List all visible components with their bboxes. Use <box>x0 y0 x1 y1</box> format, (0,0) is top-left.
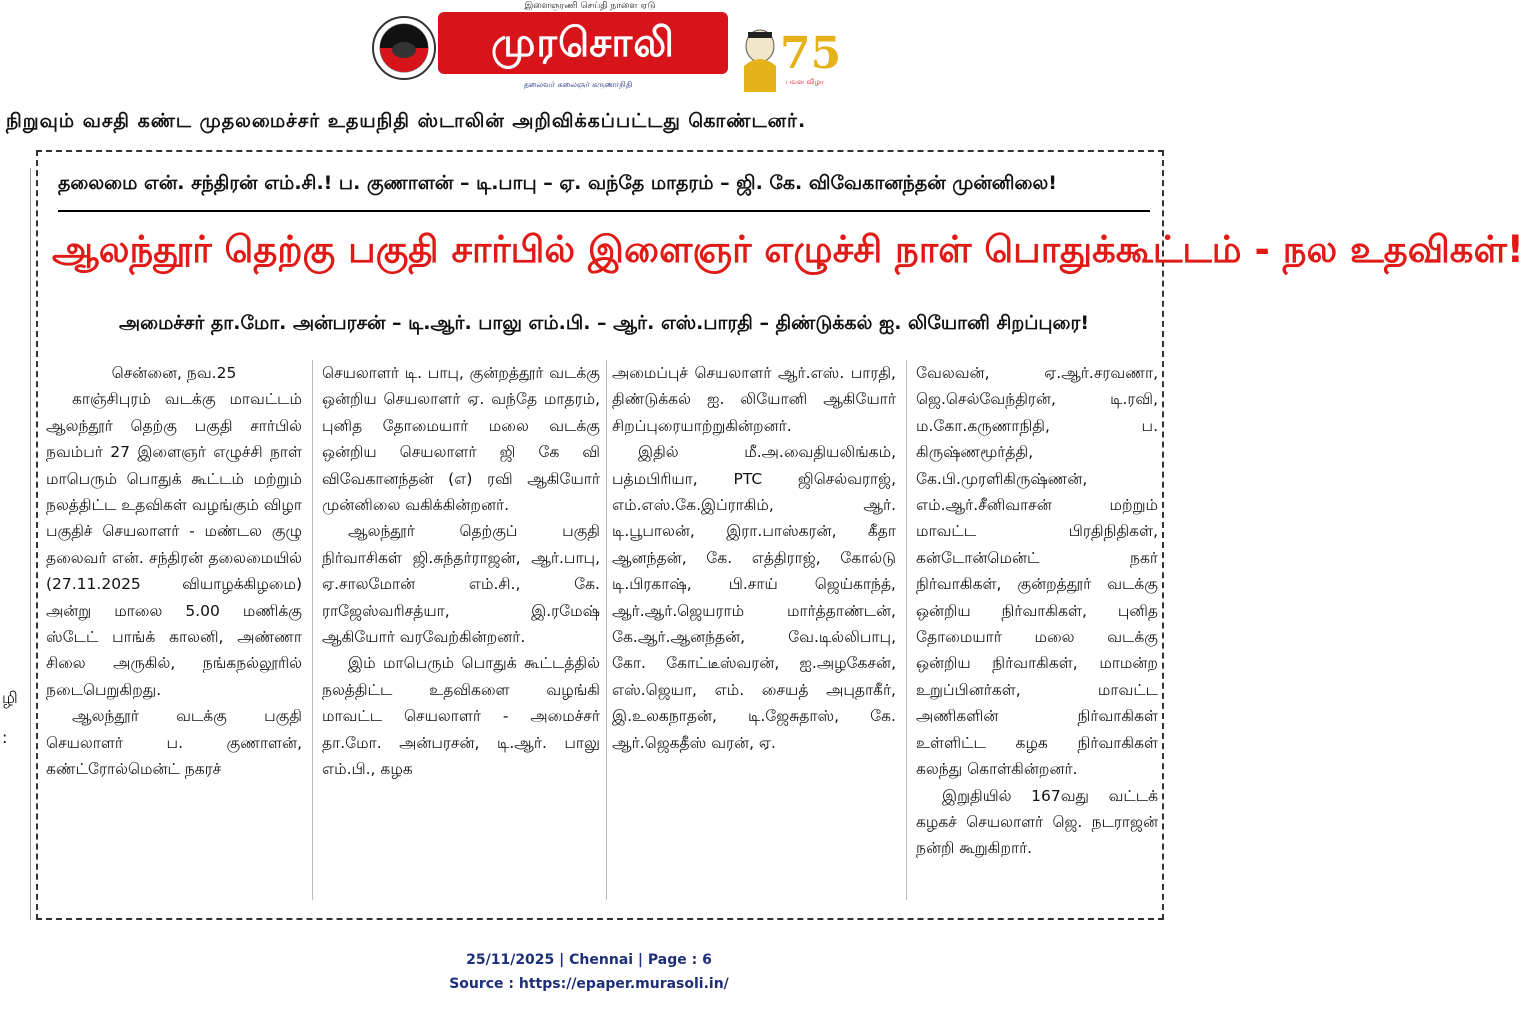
paragraph: அமைப்புச் செயலாளர் ஆர்.எஸ். பாரதி, திண்டுக்கல் ஐ. லியோனி ஆகியோர் சிறப்புரையாற்றுகின்றனர். <box>612 364 896 435</box>
source-link[interactable]: Source : https://epaper.murasoli.in/ <box>449 976 729 992</box>
divider <box>58 210 1150 212</box>
paragraph: இதில் மீ.அ.வைதியலிங்கம், பத்மபிரியா, PTC ஜிசெல்வராஜ், எம்.எஸ்.கே.இப்ராகிம், ஆர். டி.பூபாலன், இரா.பாஸ்கரன், கீதா ஆனந்தன், கே. எத்திராஜ், கோல்டு டி.பிரகாஷ், பி.சாய் ஜெய்காந்த், ஆர்.ஆர்.ஜெயராம் மார்த்தாண்டன், கே.ஆர்.ஆனந்தன், வே.டில்லிபாபு, கோ. கோட்டீஸ்வரன், ஐ.அழகேசன், எஸ்.ஜெயா, எம். சையத் அபுதாகீர், இ.உலகநாதன், டி.ஜேசுதாஸ், கே. ஆர்.ஜெகதீஸ் வரன், ஏ. <box>612 443 896 752</box>
column-divider <box>312 360 313 900</box>
paragraph: காஞ்சிபுரம் வடக்கு மாவட்டம் ஆலந்தூர் தெற்கு பகுதி சார்பில் நவம்பர் 27 இளைஞர் எழுச்சி நாள் மாபெரும் பொதுக் கூட்டம் மற்றும் நலத்திட்ட உதவிகள் வழங்கும் விழா பகுதிச் செயலாளர் - மண்டல குழு தலைவர் என். சந்திரன் தலைமையில் (27.11.2025 வியாழக்கிழமை) அன்று மாலை 5.00 மணிக்கு ஸ்டேட் பாங்க் காலனி, அண்ணா சிலை அருகில், நங்கநல்லூரில் நடைபெறுகிறது. <box>46 390 302 699</box>
edge-fragment: : <box>2 728 8 747</box>
masthead <box>360 0 842 100</box>
masthead-tagline: இளைஞரணி செய்தி நாளை ஏடு <box>524 1 656 11</box>
article-column-2 <box>322 360 600 900</box>
anniversary-75-logo <box>730 6 842 94</box>
article-headline: ஆலந்தூர் தெற்கு பகுதி சார்பில் இளைஞர் எழுச்சி நாள் பொதுக்கூட்டம் - நல உதவிகள்! <box>52 228 1524 271</box>
anniversary-label: பவள விழா <box>786 78 824 86</box>
article-body <box>46 360 1158 900</box>
paragraph: செயலாளர் டி. பாபு, குன்றத்தூர் வடக்கு ஒன்றிய செயலாளர் ஏ. வந்தே மாதரம், புனித தோமையார் மலை வடக்கு ஒன்றிய செயலாளர் ஜி கே வி விவேகானந்தன் (எ) ரவி ஆகியோர் முன்னிலை வகிக்கின்றனர். <box>322 364 600 515</box>
article-column-4 <box>916 360 1158 900</box>
dateline: சென்னை, நவ.25 <box>111 364 237 382</box>
paragraph: ஆலந்தூர் தெற்குப் பகுதி நிர்வாசிகள் ஜி.சுந்தர்ராஜன், ஆர்.பாபு, ஏ.சாலமோன் எம்.சி., கே. ராஜேஸ்வரிசத்யா, இ.ரமேஷ் ஆகியோர் வரவேற்கின்றனர். <box>322 522 600 647</box>
edition-info: 25/11/2025 | Chennai | Page : 6 <box>466 952 712 968</box>
masthead-title: முரசொலி <box>438 12 728 74</box>
masthead-subtitle: தலைவர் கலைஞர் கருணாநிதி <box>523 80 633 89</box>
article-column-3 <box>612 360 896 900</box>
previous-article-fragment: நிறுவும் வசதி கண்ட முதலமைச்சர் உதயநிதி ஸ்டாலின் அறிவிக்கப்பட்டது கொண்டனர். <box>6 110 807 132</box>
article-clipping <box>36 150 1524 920</box>
article-column-1 <box>46 360 302 900</box>
anniversary-number: 75 <box>780 28 842 79</box>
edge-fragment: ழி <box>2 688 18 707</box>
column-divider <box>906 360 907 900</box>
adjacent-column-edge <box>0 168 31 920</box>
paragraph: இறுதியில் 167வது வட்டக் கழகச் செயலாளர் ஜெ. நடராஜன் நன்றி கூறுகிறார். <box>916 786 1158 858</box>
paragraph: வேலவன், ஏ.ஆர்.சரவணா, ஜெ.செல்வேந்திரன், டி.ரவி, ம.கோ.கருணாநிதி, ப. கிருஷ்ணமூர்த்தி, கே.பி.முரளிகிருஷ்ணன், எம்.ஆர்.சீனிவாசன் மற்றும் மாவட்ட பிரதிநிதிகள், கன்டோன்மென்ட் நகர் நிர்வாகிகள், குன்றத்தூர் வடக்கு ஒன்றிய நிர்வாகிகள், புனித தோமையார் மலை வடக்கு ஒன்றிய நிர்வாகிகள், மாமன்ற உறுப்பினர்கள், மாவட்ட அணிகளின் நிர்வாகிகள் உள்ளிட்ட கழக நிர்வாகிகள் கலந்து கொள்கின்றனர். <box>916 364 1158 779</box>
column-divider <box>606 360 607 900</box>
paragraph: ஆலந்தூர் வடக்கு பகுதி செயலாளர் ப. குணாளன், கண்ட்ரோல்மென்ட் நகரச் <box>46 707 302 779</box>
party-emblem-icon <box>370 14 438 82</box>
article-byline: அமைச்சர் தா.மோ. அன்பரசன் – டி.ஆர். பாலு எம்.பி. – ஆர். எஸ்.பாரதி – திண்டுக்கல் ஐ. லியோனி சிறப்புரை! <box>118 312 1090 334</box>
paragraph: இம் மாபெரும் பொதுக் கூட்டத்தில் நலத்திட்ட உதவிகளை வழங்கி மாவட்ட செயலாளர் - அமைச்சர் தா.மோ. அன்பரசன், டி.ஆர். பாலு எம்.பி., கழக <box>322 654 600 779</box>
article-subhead: தலைமை என். சந்திரன் எம்.சி.! ப. குணாளன் – டி.பாபு – ஏ. வந்தே மாதரம் – ஜி. கே. விவேகானந்தன் முன்னிலை! <box>58 172 1057 194</box>
